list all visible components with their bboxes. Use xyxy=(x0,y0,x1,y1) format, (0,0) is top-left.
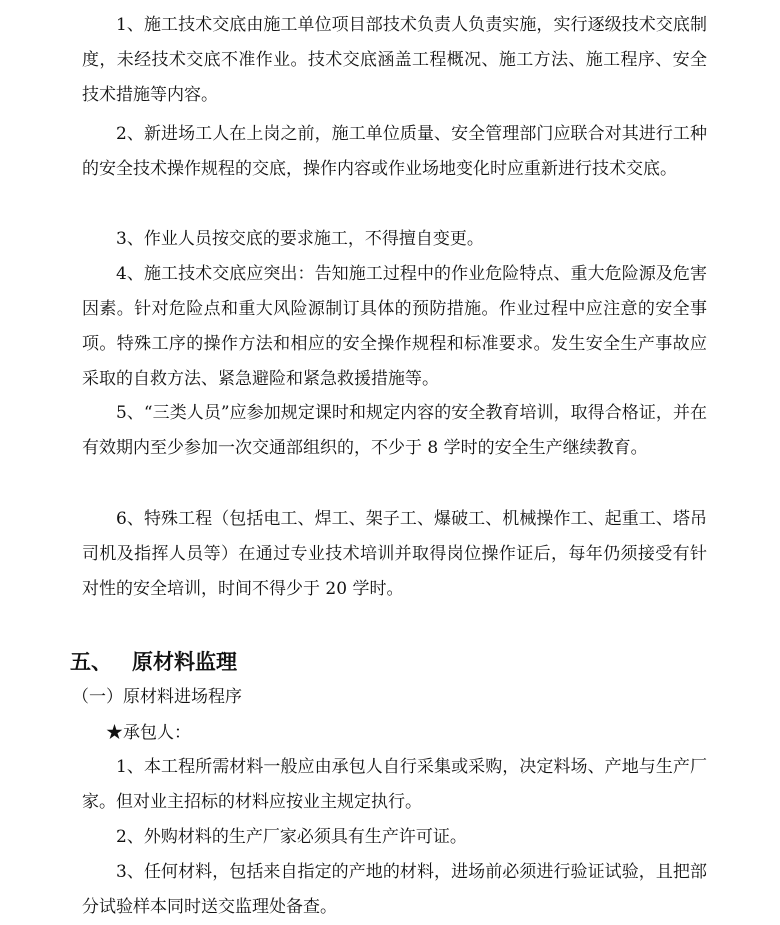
paragraph-3: 3、作业人员按交底的要求施工，不得擅自变更。 xyxy=(116,229,484,249)
material-paragraph-1: 1、本工程所需材料一般应由承包人自行采集或采购，决定料场、产地与生产厂家。但对业主招标的材料应按业主规定执行。 xyxy=(82,757,707,812)
paragraph-1: 1、施工技术交底由施工单位项目部技术负责人负责实施，实行逐级技术交底制度，未经技术交底不准作业。技术交底涵盖工程概况、施工方法、施工程序、安全技术措施等内容。 xyxy=(82,15,707,105)
material-paragraph-2: 2、外购材料的生产厂家必须具有生产许可证。 xyxy=(116,827,467,847)
subsection-heading: （一）原材料进场程序 xyxy=(72,687,242,707)
material-paragraph-3: 3、任何材料，包括来自指定的产地的材料，进场前必须进行验证试验，且把部分试验样本同时送交监理处备查。 xyxy=(82,862,707,917)
section-title: 原材料监理 xyxy=(132,650,237,674)
section-heading xyxy=(70,644,237,680)
paragraph-2: 2、新进场工人在上岗之前，施工单位质量、安全管理部门应联合对其进行工种的安全技术操作规程的交底，操作内容或作业场地变化时应重新进行技术交底。 xyxy=(82,124,707,179)
paragraph-6: 6、特殊工程（包括电工、焊工、架子工、爆破工、机械操作工、起重工、塔吊司机及指挥人员等）在通过专业技术培训并取得岗位操作证后，每年仍须接受有针对性的安全培训，时间不得少于 20 学时。 xyxy=(82,509,707,599)
contractor-label: ★承包人： xyxy=(106,723,191,743)
paragraph-4: 4、施工技术交底应突出：告知施工过程中的作业危险特点、重大危险源及危害因素。针对危险点和重大风险源制订具体的预防措施。作业过程中应注意的安全事项。特殊工序的操作方法和相应的安全操作规程和标准要求。发生安全生产事故应采取的自救方法、紧急避险和紧急救援措施等。 xyxy=(82,264,707,389)
section-number: 五、 xyxy=(70,650,112,674)
paragraph-5: 5、“三类人员”应参加规定课时和规定内容的安全教育培训，取得合格证，并在有效期内至少参加一次交通部组织的，不少于 8 学时的安全生产继续教育。 xyxy=(82,403,707,458)
